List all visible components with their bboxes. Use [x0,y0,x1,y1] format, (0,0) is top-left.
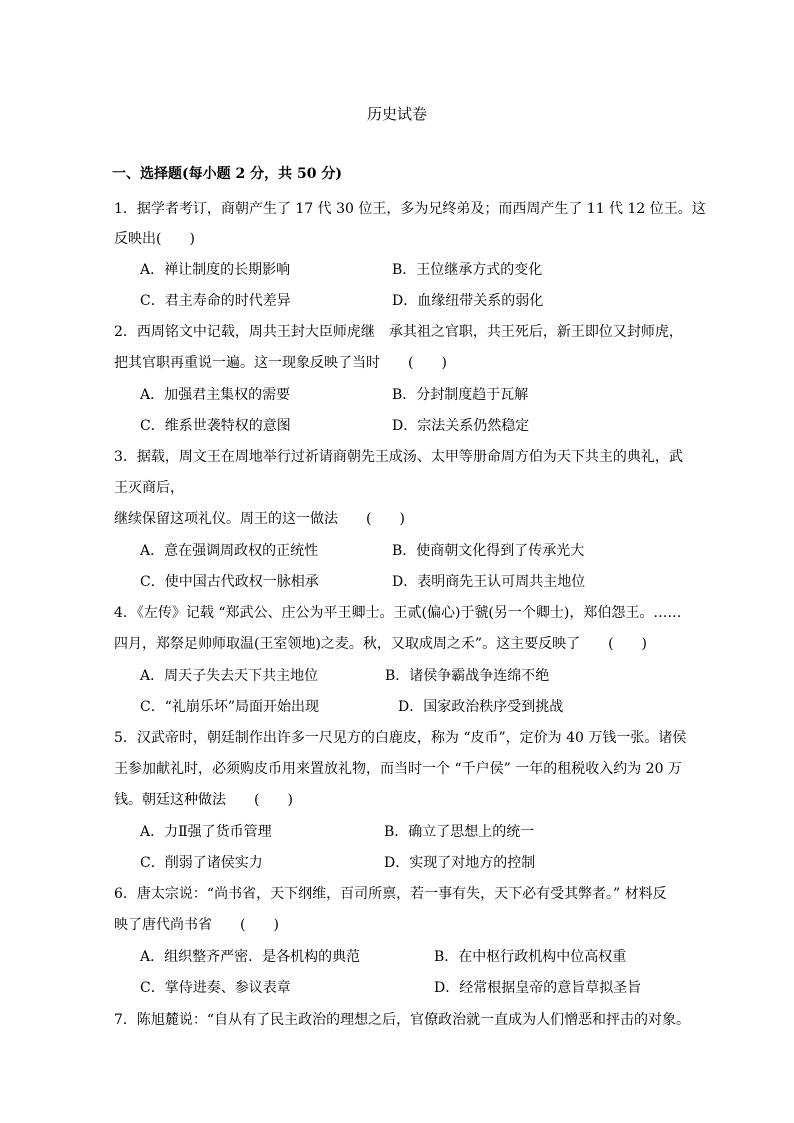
q1-stem-line-2: 反映出( ) [114,231,195,247]
q6-option-d: D．经常根据皇帝的意旨草拟圣旨 [434,980,642,996]
q6-option-b: B．在中枢行政机构中位高权重 [434,949,627,965]
q6-option-a: A．组织整齐严密．是各机构的典范 [140,949,361,965]
q2-option-d: D．宗法关系仍然稳定 [392,418,530,434]
q1-stem-line-1: 1．据学者考订，商朝产生了 17 代 30 位王，多为兄终弟及；而西周产生了 11 代 12 位王。这 [114,201,706,217]
q3-option-c: C．使中国古代政权一脉相承 [140,574,319,590]
q3-stem-line-2: 王灭商后， [114,480,184,496]
q1-option-d: D．血缘纽带关系的弱化 [392,293,544,309]
q1-option-b: B．王位继承方式的变化 [392,262,543,278]
q1-option-c: C．君主寿命的时代差异 [140,293,291,309]
q5-option-d: D．实现了对地方的控制 [384,855,536,871]
q4-stem-line-1: 4．《左传》记载 “郑武公、庄公为平王卿士。王贰(偏心)于虢(另一个卿士)，郑伯怨王。…… [114,605,682,621]
q3-stem-line-1: 3．据载，周文王在周地举行过祈请商朝先王成汤、太甲等册命周方伯为天下共主的典礼，武 [114,449,683,465]
q2-option-a: A．加强君主集权的需要 [140,387,291,403]
q5-stem-line-1: 5．汉武帝时，朝廷制作出许多一尺见方的白鹿皮，称为 “皮币”，定价为 40 万钱一张。诸侯 [114,730,687,746]
q3-stem-line-3: 继续保留这项礼仪。周王的这一做法 ( ) [114,511,405,527]
q5-option-a: A．力Ⅱ强了货币管理 [140,824,272,840]
q3-option-d: D．表明商先王认可周共主地位 [392,574,586,590]
q2-stem-line-2: 把其官职再重说一遍。这一现象反映了当时 ( ) [114,355,447,371]
q2-option-c: C．维系世袭特权的意图 [140,418,291,434]
q6-option-c: C．掌侍进奏、参议表章 [140,980,291,996]
q5-stem-line-3: 钱。朝廷这种做法 ( ) [114,792,293,808]
q4-option-b: B．诸侯争霸战争连绵不绝 [385,668,550,684]
q4-option-d: D．国家政治秩序受到挑战 [398,699,564,715]
q3-option-a: A．意在强调周政权的正统性 [140,543,319,559]
q5-option-c: C．削弱了诸侯实力 [140,855,263,871]
q3-option-b: B．使商朝文化得到了传承光大 [392,543,585,559]
q4-option-a: A．周天子失去天下共主地位 [140,668,319,684]
q2-stem-line-1: 2．西周铭文中记载，周共王封大臣师虎继 承其祖之官职，共王死后，新王即位又封师虎， [114,324,683,340]
q6-stem-line-2: 映了唐代尚书省 ( ) [114,917,279,933]
q1-option-a: A．禅让制度的长期影响 [140,262,291,278]
q7-stem-line-1: 7．陈旭麓说：“自从有了民主政治的理想之后，官僚政治就一直成为人们憎恶和抨击的对象。 [114,1012,691,1028]
q4-stem-line-2: 四月，郑祭足帅师取温(王室领地)之麦。秋，又取成周之禾”。这主要反映了 ( ) [114,636,648,652]
section-heading: 一、选择题(每小题 2 分，共 50 分) [112,166,342,182]
page-title: 历史试卷 [366,105,427,123]
q5-option-b: B．确立了思想上的统一 [384,824,535,840]
q4-option-c: C．“礼崩乐坏”局面开始出现 [140,699,320,715]
q6-stem-line-1: 6．唐太宗说：“尚书省，天下纲维，百司所禀，若一事有失，天下必有受其弊者。” 材料反 [114,886,667,902]
q2-option-b: B．分封制度趋于瓦解 [392,387,529,403]
q5-stem-line-2: 王参加献礼时，必须购皮币用来置放礼物，而当时一个 “千户侯” 一年的租税收入约为 20 万 [114,761,682,777]
